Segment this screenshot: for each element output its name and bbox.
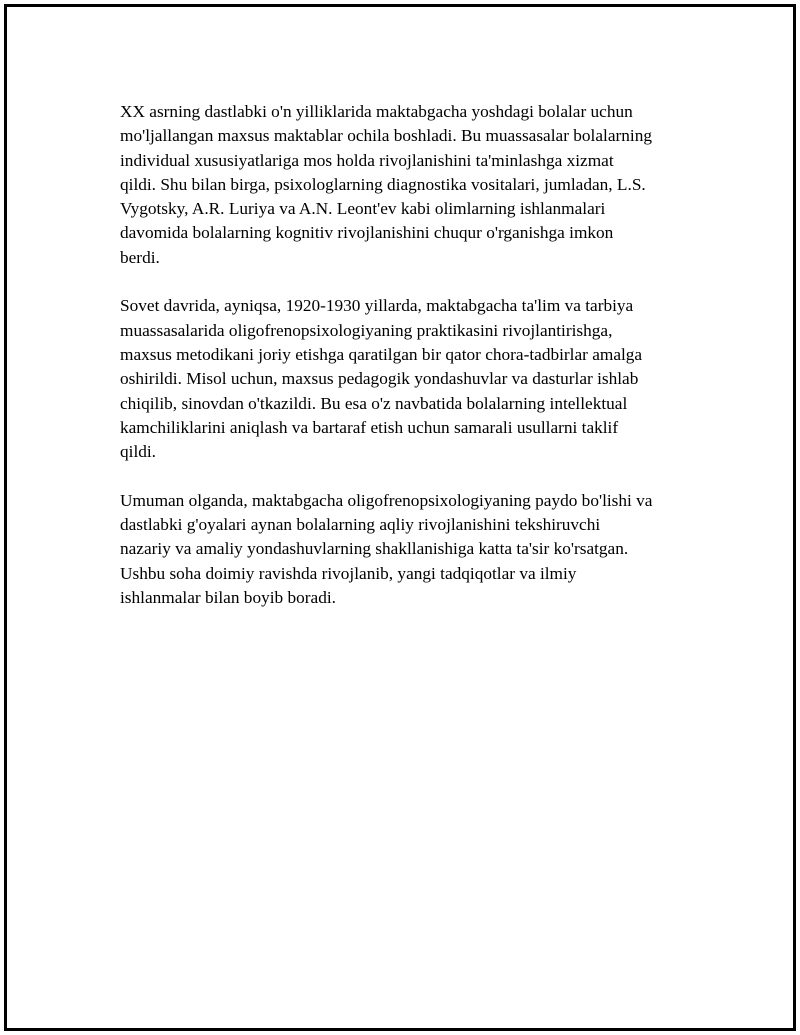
paragraph-3: [120, 489, 720, 610]
text-line: Umuman olganda, maktabgacha oligofrenopsixologiyaning paydo bo'lishi va: [120, 490, 653, 510]
text-line: individual xususiyatlariga mos holda rivojlanishini ta'minlashga xizmat: [120, 150, 614, 170]
document-body: [120, 100, 720, 610]
text-line: ishlanmalar bilan boyib boradi.: [120, 587, 336, 607]
text-line: maxsus metodikani joriy etishga qaratilgan bir qator chora-tadbirlar amalga: [120, 344, 643, 364]
paragraph-1: [120, 100, 720, 270]
text-line: kamchiliklarini aniqlash va bartaraf etish uchun samarali usullarni taklif: [120, 417, 619, 437]
page-frame: [4, 4, 796, 1031]
text-line: nazariy va amaliy yondashuvlarning shakllanishiga katta ta'sir ko'rsatgan.: [120, 539, 629, 559]
text-line: davomida bolalarning kognitiv rivojlanishini chuqur o'rganishga imkon: [120, 223, 614, 243]
text-line: Sovet davrida, ayniqsa, 1920-1930 yillarda, maktabgacha ta'lim va tarbiya: [120, 296, 634, 316]
text-line: qildi.: [120, 442, 157, 462]
text-line: mo'ljallangan maxsus maktablar ochila boshladi. Bu muassasalar bolalarning: [120, 126, 652, 146]
text-line: berdi.: [120, 247, 160, 267]
text-line: chiqilib, sinovdan o'tkazildi. Bu esa o'z navbatida bolalarning intellektual: [120, 393, 628, 413]
text-line: XX asrning dastlabki o'n yilliklarida maktabgacha yoshdagi bolalar uchun: [120, 102, 633, 121]
text-line: qildi. Shu bilan birga, psixologlarning diagnostika vositalari, jumladan, L.S.: [120, 174, 646, 194]
text-line: oshirildi. Misol uchun, maxsus pedagogik yondashuvlar va dasturlar ishlab: [120, 369, 639, 389]
text-line: Vygotsky, A.R. Luriya va A.N. Leont'ev kabi olimlarning ishlanmalari: [120, 199, 606, 219]
paragraph-2: [120, 294, 720, 464]
text-line: Ushbu soha doimiy ravishda rivojlanib, yangi tadqiqotlar va ilmiy: [120, 563, 577, 583]
text-line: muassasalarida oligofrenopsixologiyaning praktikasini rivojlantirishga,: [120, 320, 613, 340]
text-line: dastlabki g'oyalari aynan bolalarning aqliy rivojlanishini tekshiruvchi: [120, 515, 601, 535]
